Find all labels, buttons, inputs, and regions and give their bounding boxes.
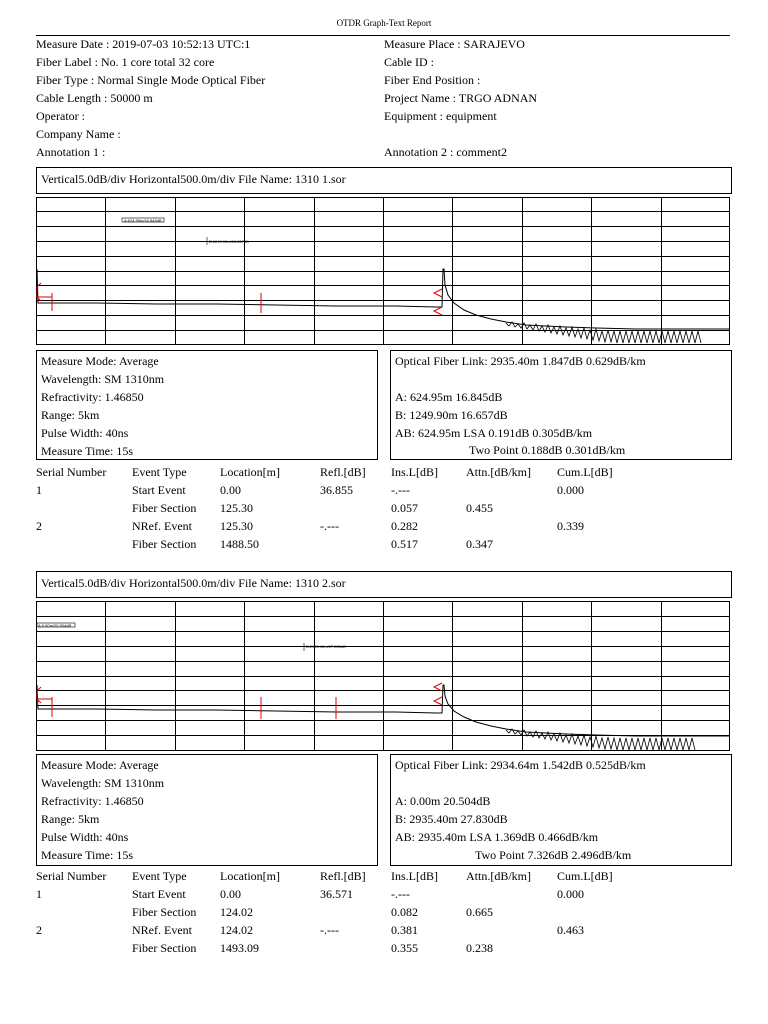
pulse-width: Pulse Width: 40ns: [41, 426, 129, 440]
annotation-1: Annotation 1 :: [36, 145, 106, 159]
cell-location: 124.02: [220, 905, 253, 919]
optical-fiber-link: Optical Fiber Link: 2934.64m 1.542dB 0.525dB/km: [395, 758, 646, 772]
two-point-value: Two Point 7.326dB 2.496dB/km: [475, 848, 632, 862]
col-refl: Refl.[dB]: [320, 465, 366, 479]
cell-refl: -.---: [320, 923, 339, 937]
cell-cum-l: 0.339: [557, 519, 584, 533]
col-event-type: Event Type: [132, 869, 187, 883]
refractivity: Refractivity: 1.46850: [41, 794, 144, 808]
cell-ins-l: 0.381: [391, 923, 418, 937]
cell-ins-l: -.---: [391, 483, 410, 497]
cell-serial: 2: [36, 519, 42, 533]
trace-2-measure-info: [36, 754, 378, 866]
annotation-2: Annotation 2 : comment2: [384, 145, 507, 159]
marker-b-value: B: 2935.40m 27.830dB: [395, 812, 508, 826]
cell-event-type: Start Event: [132, 483, 186, 497]
trace-1-marker-b-label: B:1249.90m/16.657dB: [209, 239, 249, 244]
trace-1-event-markers: [37, 283, 442, 315]
cell-refl: -.---: [320, 519, 339, 533]
cell-attn: 0.238: [466, 941, 493, 955]
cell-refl: 36.855: [320, 483, 353, 497]
trace-1-cursor-labels: [122, 218, 249, 245]
trace-1-measure-info: [36, 350, 378, 460]
graph-1-caption-box: [36, 167, 732, 194]
fiber-type: Fiber Type : Normal Single Mode Optical Fiber: [36, 73, 266, 87]
ab-lsa-value: AB: 2935.40m LSA 1.369dB 0.466dB/km: [395, 830, 599, 844]
cell-location: 0.00: [220, 483, 241, 497]
cell-ins-l: -.---: [391, 887, 410, 901]
trace-2-marker-a-label: A:0.00m/20.504dB: [38, 623, 72, 628]
project-name: Project Name : TRGO ADNAN: [384, 91, 538, 105]
cell-ins-l: 0.517: [391, 537, 418, 551]
optical-fiber-link: Optical Fiber Link: 2935.40m 1.847dB 0.629dB/km: [395, 354, 646, 368]
cell-location: 125.30: [220, 501, 253, 515]
cell-event-type: Fiber Section: [132, 905, 197, 919]
measure-mode: Measure Mode: Average: [41, 758, 159, 772]
operator: Operator :: [36, 109, 85, 123]
trace-2-grid: [36, 601, 730, 751]
cell-cum-l: 0.000: [557, 887, 584, 901]
cell-serial: 2: [36, 923, 42, 937]
trace-2-link-info: [390, 754, 732, 866]
graph-1-caption: Vertical5.0dB/div Horizontal500.0m/div File Name: 1310 1.sor: [41, 172, 346, 186]
two-point-value: Two Point 0.188dB 0.301dB/km: [469, 443, 626, 457]
cell-location: 1493.09: [220, 941, 259, 955]
graph-2-caption-box: [36, 571, 732, 598]
report-title: OTDR Graph-Text Report: [336, 18, 432, 28]
col-event-type: Event Type: [132, 465, 187, 479]
cell-attn: 0.347: [466, 537, 493, 551]
cell-event-type: Start Event: [132, 887, 186, 901]
otdr-trace-1: [36, 197, 730, 345]
equipment: Equipment : equipment: [384, 109, 497, 123]
col-attn: Attn.[dB/km]: [466, 869, 531, 883]
measure-time: Measure Time: 15s: [41, 444, 134, 458]
cell-ins-l: 0.282: [391, 519, 418, 533]
cell-event-type: NRef. Event: [132, 519, 192, 533]
refractivity: Refractivity: 1.46850: [41, 390, 144, 404]
col-serial-number: Serial Number: [36, 465, 107, 479]
cell-location: 0.00: [220, 887, 241, 901]
cell-location: 1488.50: [220, 537, 259, 551]
col-cum-l: Cum.L[dB]: [557, 465, 613, 479]
cell-location: 125.30: [220, 519, 253, 533]
marker-a-value: A: 0.00m 20.504dB: [395, 794, 491, 808]
trace-1-marker-a-label: A:624.95m/16.845dB: [124, 218, 162, 223]
col-refl: Refl.[dB]: [320, 869, 366, 883]
cell-refl: 36.571: [320, 887, 353, 901]
col-location: Location[m]: [220, 869, 280, 883]
wavelength: Wavelength: SM 1310nm: [41, 372, 165, 386]
col-serial-number: Serial Number: [36, 869, 107, 883]
company-name: Company Name :: [36, 127, 121, 141]
cell-serial: 1: [36, 483, 42, 497]
cell-cum-l: 0.463: [557, 923, 584, 937]
pulse-width: Pulse Width: 40ns: [41, 830, 129, 844]
otdr-trace-2: [36, 601, 730, 751]
col-ins-l: Ins.L[dB]: [391, 465, 438, 479]
ab-lsa-value: AB: 624.95m LSA 0.191dB 0.305dB/km: [395, 426, 593, 440]
measure-place: Measure Place : SARAJEVO: [384, 37, 525, 51]
trace-2-marker-b-label: B:2935.40m/27.830dB: [306, 644, 346, 649]
measure-date: Measure Date : 2019-07-03 10:52:13 UTC:1: [36, 37, 251, 51]
cell-event-type: NRef. Event: [132, 923, 192, 937]
fiber-end-position: Fiber End Position :: [384, 73, 481, 87]
cell-serial: 1: [36, 887, 42, 901]
cell-location: 124.02: [220, 923, 253, 937]
header-rule: [36, 35, 730, 36]
cell-event-type: Fiber Section: [132, 941, 197, 955]
measure-mode: Measure Mode: Average: [41, 354, 159, 368]
cell-cum-l: 0.000: [557, 483, 584, 497]
cell-ins-l: 0.082: [391, 905, 418, 919]
col-attn: Attn.[dB/km]: [466, 465, 531, 479]
col-cum-l: Cum.L[dB]: [557, 869, 613, 883]
cell-ins-l: 0.057: [391, 501, 418, 515]
col-ins-l: Ins.L[dB]: [391, 869, 438, 883]
marker-b-value: B: 1249.90m 16.657dB: [395, 408, 508, 422]
trace-1-link-info: [390, 350, 732, 460]
cell-attn: 0.665: [466, 905, 493, 919]
marker-a-value: A: 624.95m 16.845dB: [395, 390, 503, 404]
col-location: Location[m]: [220, 465, 280, 479]
cable-id: Cable ID :: [384, 55, 434, 69]
range: Range: 5km: [41, 812, 100, 826]
cell-event-type: Fiber Section: [132, 537, 197, 551]
cell-ins-l: 0.355: [391, 941, 418, 955]
graph-2-caption: Vertical5.0dB/div Horizontal500.0m/div File Name: 1310 2.sor: [41, 576, 346, 590]
cell-event-type: Fiber Section: [132, 501, 197, 515]
measure-time: Measure Time: 15s: [41, 848, 134, 862]
trace-2-event-markers: [37, 683, 442, 719]
fiber-label: Fiber Label : No. 1 core total 32 core: [36, 55, 215, 69]
range: Range: 5km: [41, 408, 100, 422]
wavelength: Wavelength: SM 1310nm: [41, 776, 165, 790]
cable-length: Cable Length : 50000 m: [36, 91, 153, 105]
cell-attn: 0.455: [466, 501, 493, 515]
